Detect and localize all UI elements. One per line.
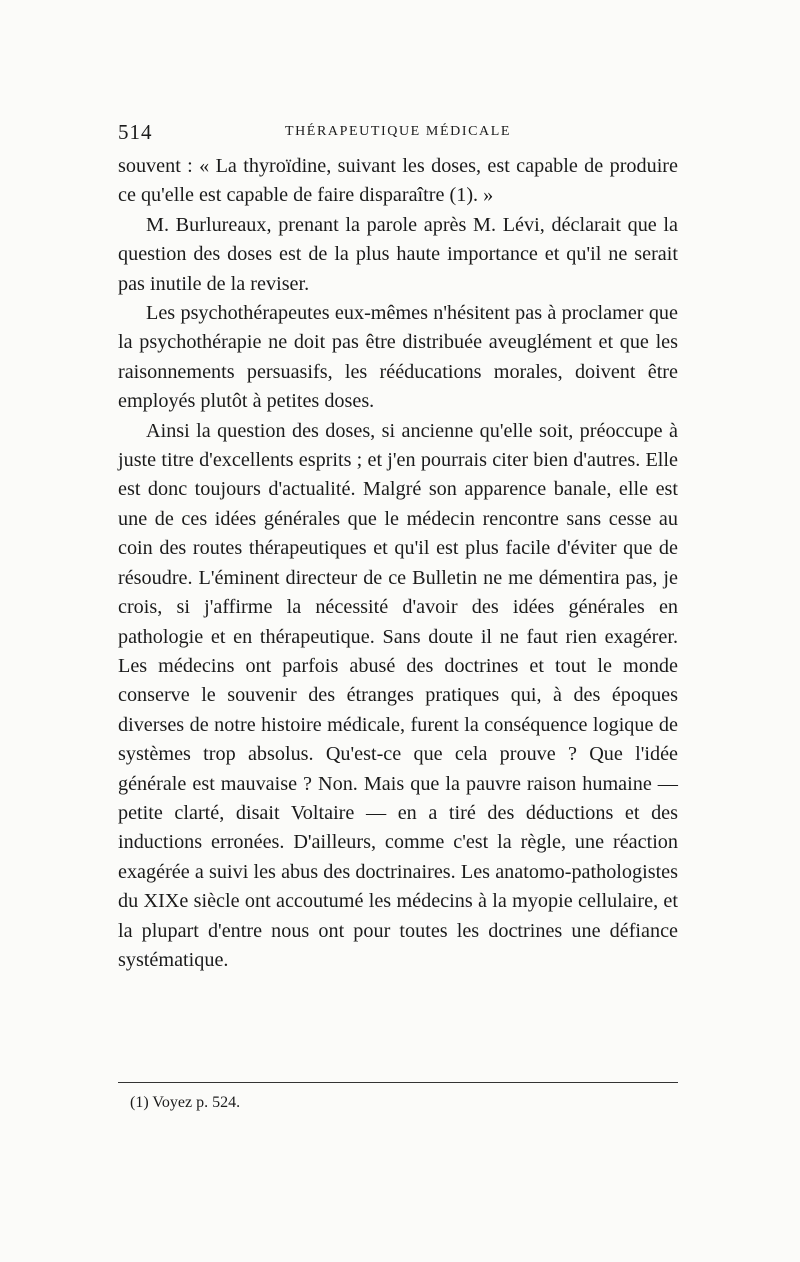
paragraph: Les psychothérapeutes eux-mêmes n'hésitent pas à proclamer que la psychothérapie ne doit pas être distribuée aveuglément et que les raisonnements persuasifs, les rééducations morales, doivent être employés plutôt à petites doses. <box>118 302 678 413</box>
paragraph: M. Burlureaux, prenant la parole après M. Lévi, déclarait que la question des doses est de la plus haute importance et qu'il ne serait pas inutile de la reviser. <box>118 213 678 295</box>
footnote-divider <box>118 1082 678 1083</box>
paragraph: souvent : « La thyroïdine, suivant les doses, est capable de produire ce qu'elle est capable de faire disparaître (1). » <box>118 155 678 207</box>
body-text <box>118 152 678 975</box>
running-title: THÉRAPEUTIQUE MÉDICALE <box>284 124 512 139</box>
page-number: 514 <box>118 120 153 144</box>
paragraph: Ainsi la question des doses, si ancienne qu'elle soit, préoccupe à juste titre d'excellents esprits ; et j'en pourrais citer bien d'autres. Elle est donc toujours d'actualité. Malgré son apparence banale, elle est une de ces idées générales que le médecin rencontre sans cesse au coin des routes thérapeutiques et qu'il est plus facile d'éviter que de résoudre. L'éminent directeur de ce Bulletin ne me démentira pas, je crois, si j'affirme la nécessité d'avoir des idées générales en pathologie et en thérapeutique. Sans doute il ne faut rien exagérer. Les médecins ont parfois abusé des doctrines et tout le monde conserve le souvenir des étranges pratiques qui, à des époques diverses de notre histoire médicale, furent la conséquence logique de systèmes trop absolus. Qu'est-ce que cela prouve ? Que l'idée générale est mauvaise ? Non. Mais que la pauvre raison humaine — petite clarté, disait Voltaire — en a tiré des déductions et des inductions erronées. D'ailleurs, comme c'est la règle, une réaction exagérée a suivi les abus des doctrinaires. Les anatomo-pathologistes du XIXe siècle ont accoutumé les médecins à la myopie cellulaire, et la plupart d'entre nous ont pour toutes les doctrines une défiance systématique. <box>118 419 678 971</box>
page-header <box>118 120 678 144</box>
footnote: (1) Voyez p. 524. <box>130 1094 241 1111</box>
